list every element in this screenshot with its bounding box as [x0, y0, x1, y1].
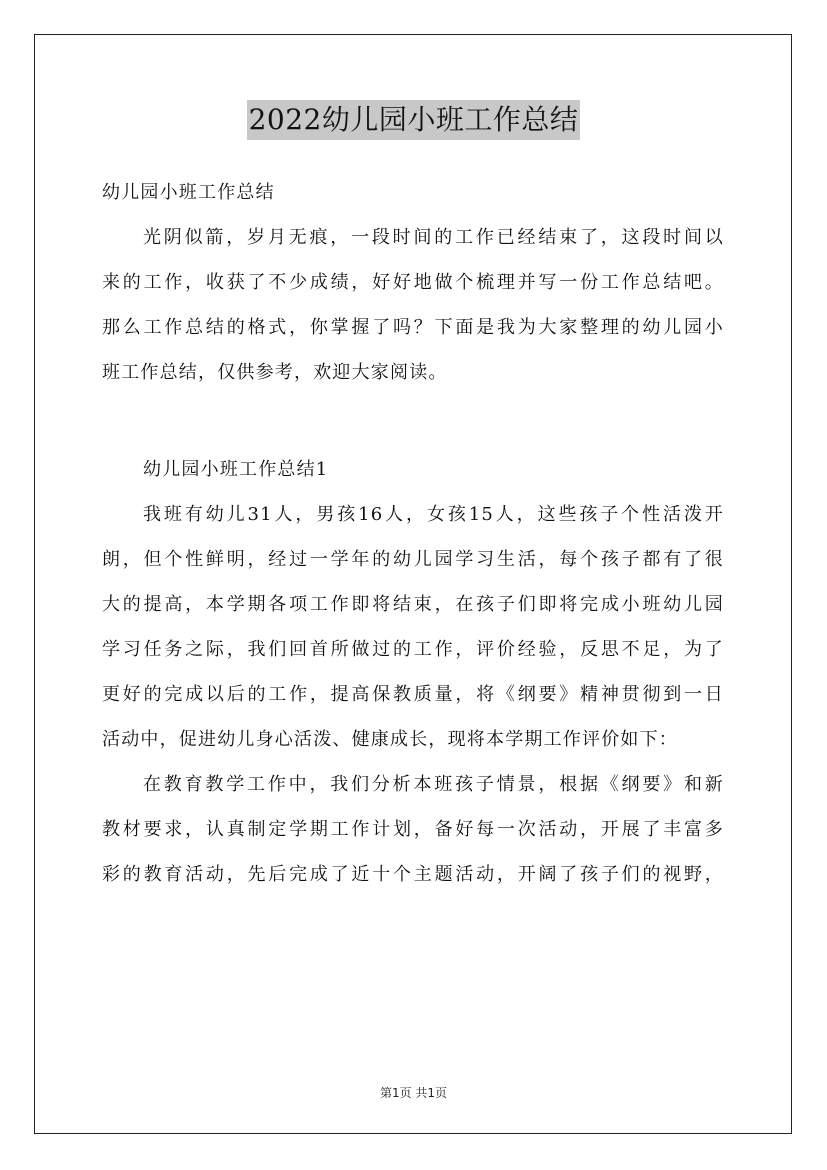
- intro-line: 那么工作总结的格式，你掌握了吗？下面是我为大家整理的幼儿园小: [102, 317, 724, 338]
- paragraph-line: 朗，但个性鲜明，经过一学年的幼儿园学习生活，每个孩子都有了很: [102, 549, 724, 570]
- paragraph-gap: [102, 395, 724, 447]
- paragraph-line: 更好的完成以后的工作，提高保教质量，将《纲要》精神贯彻到一日: [102, 684, 724, 705]
- document-body: [102, 170, 724, 897]
- paragraph-line: 活动中，促进幼儿身心活泼、健康成长，现将本学期工作评价如下：: [102, 729, 678, 750]
- page-number: 第1页 共1页: [379, 1086, 448, 1100]
- intro-line: 班工作总结，仅供参考，欢迎大家阅读。: [102, 362, 448, 383]
- paragraph-line: 学习任务之际，我们回首所做过的工作，评价经验，反思不足，为了: [102, 639, 724, 660]
- document-subtitle: 幼儿园小班工作总结: [102, 182, 275, 203]
- paragraph-line: 彩的教育活动，先后完成了近十个主题活动，开阔了孩子们的视野，: [102, 864, 724, 885]
- document-title: 2022幼儿园小班工作总结: [247, 100, 581, 140]
- page-footer: [0, 1084, 827, 1101]
- paragraph-line: 我班有幼儿31人，男孩16人，女孩15人，这些孩子个性活泼开: [143, 504, 724, 525]
- intro-line: 光阴似箭，岁月无痕，一段时间的工作已经结束了，这段时间以: [143, 227, 724, 248]
- intro-line: 来的工作，收获了不少成绩，好好地做个梳理并写一份工作总结吧。: [102, 272, 724, 293]
- paragraph-line: 大的提高，本学期各项工作即将结束，在孩子们即将完成小班幼儿园: [102, 594, 724, 615]
- paragraph-line: 教材要求，认真制定学期工作计划，备好每一次活动，开展了丰富多: [102, 819, 724, 840]
- paragraph-line: 在教育教学工作中，我们分析本班孩子情景，根据《纲要》和新: [143, 774, 724, 795]
- section-heading: 幼儿园小班工作总结1: [143, 459, 329, 480]
- title-container: [0, 100, 827, 140]
